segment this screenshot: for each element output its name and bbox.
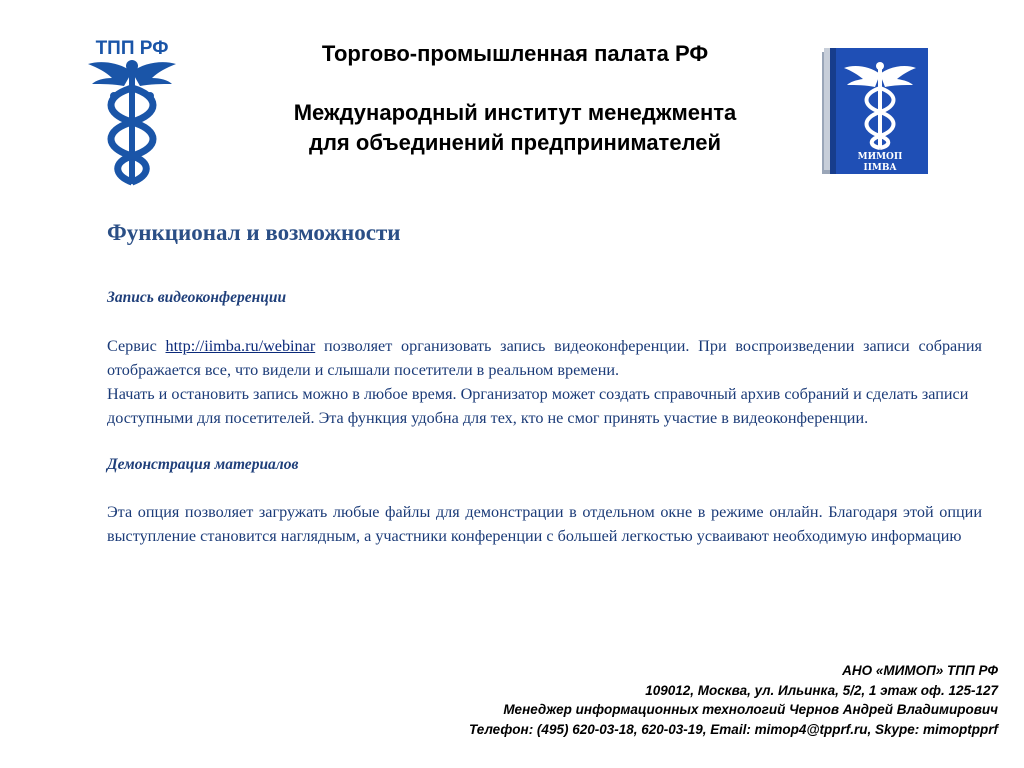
main-content (107, 216, 982, 548)
page-heading: Функционал и возможности (107, 220, 401, 245)
institute-title-line1: Международный институт менеджмента (293, 100, 737, 125)
para1-rest: позволяет организовать запись видеоконференции. При воспроизведении записи собрания отображается все, что видели и слышали посетители в реальном времени. (107, 337, 983, 379)
tpp-logo-caption: ТПП РФ (95, 38, 169, 59)
caduceus-book-cover-icon (820, 44, 930, 174)
section-title-demonstration: Демонстрация материалов (107, 456, 299, 473)
iimba-caption: IIMBA (863, 163, 897, 173)
mimop-caption: МИМОП (857, 152, 903, 162)
caduceus-emblem-icon (84, 36, 180, 188)
footer-manager: Менеджер информационных технологий Чернов Андрей Владимирович (503, 702, 998, 717)
organization-title: Торгово-промышленная палата РФ (321, 41, 709, 66)
section-recording-paragraph1 (107, 334, 982, 382)
section-demonstration-paragraph: Эта опция позволяет загружать любые файлы для демонстрации в отдельном окне в режиме онлайн. Благодаря этой опции выступление становится наглядным, а участники конференции с большей легкостью усваивают необходимую информацию (107, 503, 982, 545)
contact-footer (298, 661, 998, 739)
section-recording-paragraph2: Начать и остановить запись можно в любое время. Организатор может создать справочный архив собраний и сделать записи доступными для посетителей. Эта функция удобна для тех, кто не смог принять участие в видеоконференции. (107, 385, 969, 427)
footer-contacts: Телефон: (495) 620-03-18, 620-03-19, Email: mimop4@tpprf.ru, Skype: mimoptpprf (469, 721, 998, 737)
para1-lead: Сервис (107, 337, 166, 355)
institute-title (210, 98, 820, 158)
tpp-rf-logo (84, 36, 180, 188)
institute-title-line2: для объединений предпринимателей (308, 130, 722, 155)
footer-address: 109012, Москва, ул. Ильинка, 5/2, 1 этаж оф. 125-127 (645, 682, 998, 698)
mimop-logo (820, 44, 930, 174)
page-header (210, 40, 820, 158)
section-title-recording: Запись видеоконференции (107, 289, 287, 306)
webinar-link[interactable]: http://iimba.ru/webinar (165, 337, 316, 355)
footer-org: АНО «МИМОП» ТПП РФ (842, 663, 998, 678)
